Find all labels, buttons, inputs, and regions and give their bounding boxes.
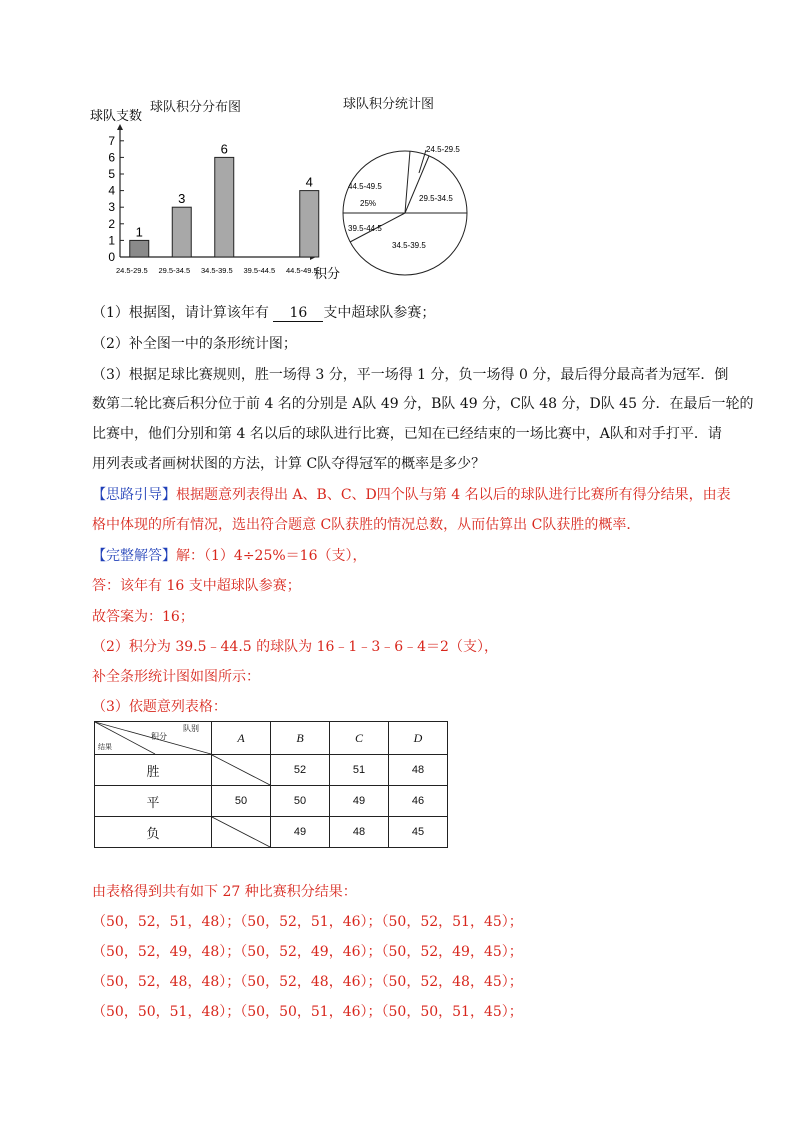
answer-line-6: （3）依题意列表格： bbox=[92, 699, 227, 715]
hint-line-1 bbox=[92, 484, 731, 504]
y-tick-label: 3 bbox=[108, 200, 115, 215]
bar-value-label: 3 bbox=[178, 191, 186, 207]
table-cell-empty bbox=[212, 755, 271, 786]
question-3-line-4: 用列表或者画树状图的方法，计算 C队夺得冠军的概率是多少？ bbox=[92, 456, 486, 472]
pie-label-44-49: 44.5-49.5 bbox=[348, 182, 382, 191]
pie-label-24-29: 24.5-29.5 bbox=[426, 145, 460, 154]
y-axis-arrow bbox=[117, 124, 123, 130]
bar-chart bbox=[88, 100, 350, 285]
result-line-1: （50，52，51，48）；（50，52，51，46）；（50，52，51，45）； bbox=[92, 914, 523, 930]
table-header-row bbox=[95, 722, 448, 755]
table-cell: 48 bbox=[389, 755, 448, 786]
hint-line-2: 格中体现的所有情况，选出符合题意 C队获胜的情况总数，从而估算出 C队获胜的概率． bbox=[92, 517, 641, 533]
answer-tag: 【完整解答】 bbox=[92, 548, 176, 564]
question-1 bbox=[92, 302, 435, 322]
pie-label-29-34: 29.5-34.5 bbox=[419, 194, 453, 203]
bar bbox=[300, 191, 319, 257]
row-label-draw: 平 bbox=[95, 786, 212, 817]
col-header-A: A bbox=[212, 722, 271, 755]
row-label-win: 胜 bbox=[95, 755, 212, 786]
bar-chart-title: 球队积分分布图 bbox=[150, 100, 242, 115]
pie-label-39-44: 39.5-44.5 bbox=[348, 224, 382, 233]
table-cell: 46 bbox=[389, 786, 448, 817]
result-intro: 由表格得到共有如下 27 种比赛积分结果： bbox=[92, 884, 357, 900]
bar-value-label: 6 bbox=[220, 141, 228, 157]
bar bbox=[130, 240, 149, 257]
col-header-D: D bbox=[389, 722, 448, 755]
bar-value-label: 1 bbox=[135, 224, 143, 240]
corner-team: 队别 bbox=[183, 724, 199, 733]
x-tick-label: 29.5-34.5 bbox=[158, 266, 191, 275]
answer-line-1 bbox=[92, 545, 366, 565]
pie-label-34-39: 34.5-39.5 bbox=[392, 241, 426, 250]
table-cell: 50 bbox=[212, 786, 271, 817]
bar-chart-ylabel: 球队支数 bbox=[90, 108, 143, 123]
corner-result: 结果 bbox=[98, 744, 112, 751]
row-label-loss: 负 bbox=[95, 817, 212, 848]
answer-line-4: （2）积分为 39.5﹣44.5 的球队为 16﹣1﹣3﹣6﹣4＝2（支）， bbox=[92, 639, 498, 655]
x-tick-label: 24.5-29.5 bbox=[116, 266, 148, 275]
hint-text-1: 根据题意列表得出 A、B、C、D四个队与第 4 名以后的球队进行比赛所有得分结果，由表 bbox=[176, 487, 731, 503]
question-1-text: （1）根据图，请计算该年有 bbox=[92, 305, 274, 321]
answer-line-5: 补全条形统计图如图所示： bbox=[92, 669, 260, 685]
y-tick-label: 2 bbox=[108, 216, 115, 231]
table-row bbox=[95, 817, 448, 848]
result-line-2: （50，52，49，48）；（50，52，49，46）；（50，52，49，45）； bbox=[92, 944, 523, 960]
pie-chart-title: 球队积分统计图 bbox=[343, 97, 435, 112]
table-cell: 49 bbox=[330, 786, 389, 817]
answer-text-1: 解：（1）4÷25%＝16（支）， bbox=[176, 548, 367, 564]
table-row bbox=[95, 755, 448, 786]
answer-blank: 16 bbox=[273, 305, 323, 322]
y-tick-label: 4 bbox=[108, 183, 115, 198]
table-cell: 52 bbox=[271, 755, 330, 786]
y-tick-label: 6 bbox=[108, 150, 115, 165]
bar-chart-xlabel: 积分 bbox=[314, 266, 341, 281]
question-2: （2）补全图一中的条形统计图； bbox=[92, 336, 297, 352]
question-3-line-1: （3）根据足球比赛规则，胜一场得 3 分，平一场得 1 分，负一场得 0 分，最后得分最高者为冠军．倒 bbox=[92, 367, 729, 383]
result-line-3: （50，52，48，48）；（50，52，48，46）；（50，52，48，45）； bbox=[92, 974, 523, 990]
table-cell: 51 bbox=[330, 755, 389, 786]
y-tick-label: 0 bbox=[108, 250, 115, 264]
bar-value-label: 4 bbox=[305, 174, 313, 190]
pie-chart bbox=[340, 128, 475, 283]
bar bbox=[172, 207, 191, 257]
answer-line-3: 故答案为：16； bbox=[92, 609, 194, 625]
col-header-B: B bbox=[271, 722, 330, 755]
question-1-tail: 支中超球队参赛； bbox=[323, 305, 436, 321]
table-corner-cell bbox=[95, 722, 212, 755]
hint-tag: 【思路引导】 bbox=[92, 487, 176, 503]
pie-pct-label: 25% bbox=[360, 199, 377, 208]
table-cell-empty bbox=[212, 817, 271, 848]
answer-line-2: 答：该年有 16 支中超球队参赛； bbox=[92, 578, 301, 594]
table-cell: 48 bbox=[330, 817, 389, 848]
table-cell: 45 bbox=[389, 817, 448, 848]
y-tick-label: 7 bbox=[108, 133, 115, 148]
table-cell: 50 bbox=[271, 786, 330, 817]
score-table bbox=[94, 721, 448, 848]
x-tick-label: 44.5-49.5 bbox=[286, 266, 318, 275]
table-cell: 49 bbox=[271, 817, 330, 848]
col-header-C: C bbox=[330, 722, 389, 755]
result-line-4: （50，50，51，48）；（50，50，51，46）；（50，50，51，45）； bbox=[92, 1004, 523, 1020]
question-3-line-2: 数第二轮比赛后积分位于前 4 名的分别是 A队 49 分，B队 49 分，C队 48 分，D队 45 分．在最后一轮的 bbox=[92, 396, 754, 412]
question-3-line-3: 比赛中，他们分别和第 4 名以后的球队进行比赛，已知在已经结束的一场比赛中，A队和对手打平．请 bbox=[92, 426, 722, 442]
bar bbox=[215, 157, 234, 257]
table-row bbox=[95, 786, 448, 817]
y-tick-label: 5 bbox=[108, 167, 115, 181]
bar-chart-marks bbox=[130, 141, 319, 257]
x-tick-label: 39.5-44.5 bbox=[243, 266, 276, 275]
x-tick-label: 34.5-39.5 bbox=[201, 266, 233, 275]
y-tick-label: 1 bbox=[108, 233, 115, 248]
corner-score: 积分 bbox=[151, 732, 167, 741]
